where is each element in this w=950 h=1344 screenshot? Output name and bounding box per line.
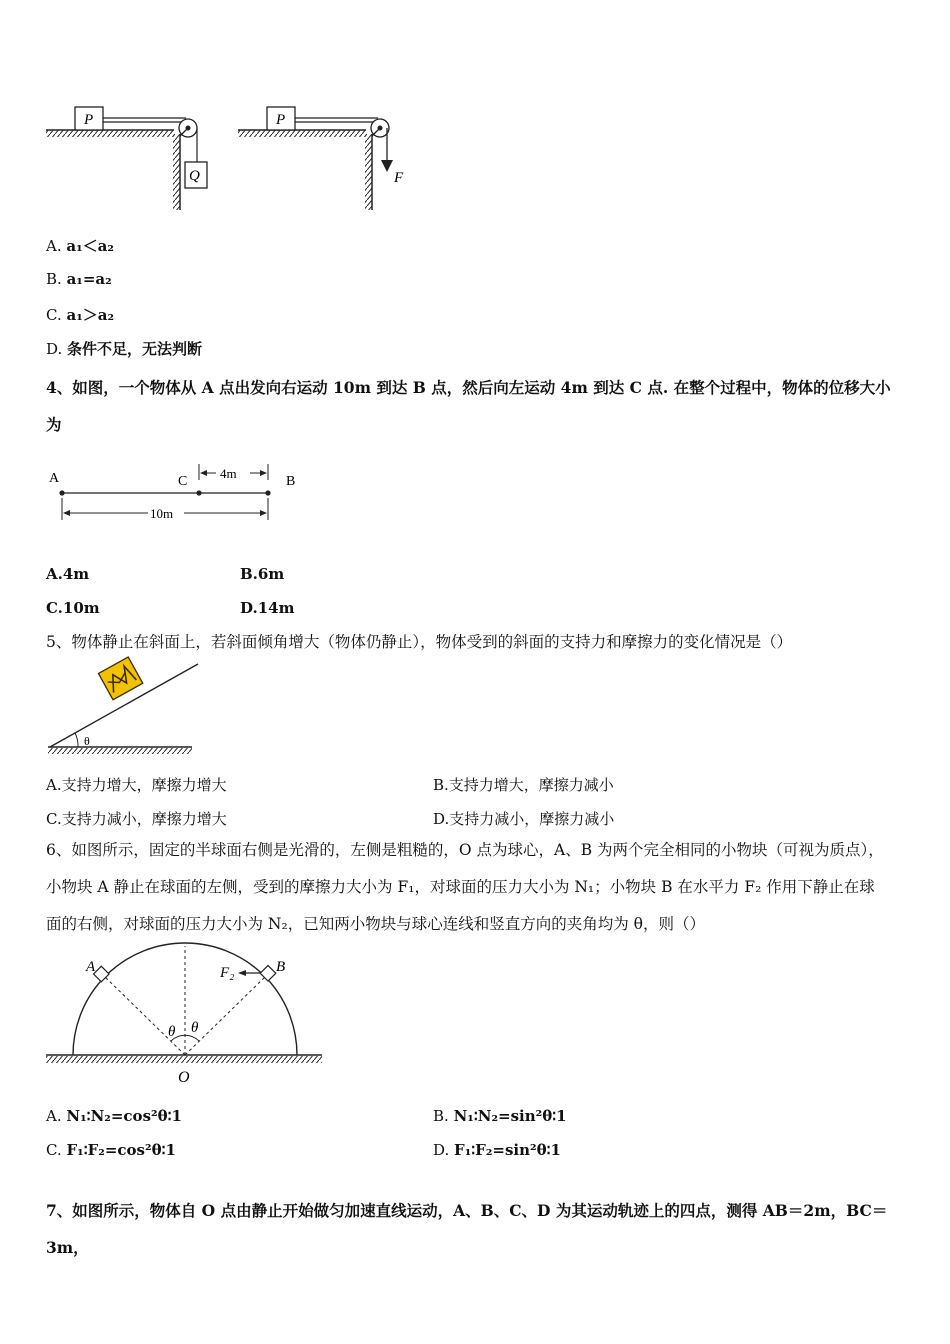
- option-text: a₁＜a₂: [66, 237, 114, 255]
- option-a[interactable]: [46, 1107, 182, 1125]
- option-text: N₁∶N₂=cos²θ∶1: [66, 1107, 182, 1125]
- option-letter: D.: [433, 810, 450, 828]
- point-c-label: C: [178, 474, 188, 489]
- label-b: B: [276, 959, 286, 975]
- option-text: N₁∶N₂=sin²θ∶1: [453, 1107, 567, 1125]
- option-letter: A.: [46, 1107, 62, 1125]
- option-text: 支持力增大，摩擦力减小: [448, 776, 614, 794]
- option-text: 条件不足，无法判断: [67, 340, 203, 358]
- force-label: F: [394, 170, 404, 186]
- incline-figure: [44, 662, 196, 758]
- block-q-label: Q: [189, 168, 200, 184]
- point-a-label: A: [49, 471, 60, 486]
- block-a: [94, 966, 110, 982]
- stem-line: 6、如图所示，固定的半球面右侧是光滑的，左侧是粗糙的，O 点为球心，A、B 为两个完全相同的小物块（可视为质点），: [46, 841, 884, 859]
- option-letter: A.: [46, 237, 62, 255]
- option-a[interactable]: A.4m: [46, 565, 90, 583]
- block-p-label: P: [276, 112, 286, 128]
- hemisphere-figure: [44, 946, 326, 1088]
- option-text: F₁∶F₂=cos²θ∶1: [66, 1141, 176, 1159]
- option-text: F₁∶F₂=sin²θ∶1: [454, 1141, 561, 1159]
- option-text: 支持力减小，摩擦力减小: [449, 810, 615, 828]
- option-letter: D.: [46, 340, 63, 358]
- dimension-10m: 10m: [150, 506, 174, 521]
- option-b[interactable]: B.6m: [240, 565, 285, 583]
- option-letter: D.: [433, 1141, 450, 1159]
- option-b[interactable]: [46, 270, 112, 288]
- stem-line: 面的右侧，对球面的压力大小为 N₂，已知两小物块与球心连线和竖直方向的夹角均为 θ，则（）: [46, 915, 705, 933]
- option-letter: B.: [433, 776, 449, 794]
- displacement-figure: [44, 462, 306, 528]
- option-c[interactable]: [46, 808, 227, 829]
- stem-line: 为: [46, 415, 62, 434]
- theta-left: θ: [168, 1024, 176, 1040]
- pulley-figure-q: [40, 98, 220, 216]
- option-text: a₁＞a₂: [66, 306, 115, 324]
- option-d[interactable]: D.14m: [240, 599, 295, 617]
- option-a[interactable]: [46, 235, 114, 256]
- option-text: a₁=a₂: [66, 270, 112, 288]
- option-text: 支持力增大，摩擦力增大: [61, 776, 227, 794]
- option-letter: C.: [46, 1141, 62, 1159]
- stem-line: 小物块 A 静止在球面的左侧，受到的摩擦力大小为 F₁，对球面的压力大小为 N₁；小物块 B 在水平力 F₂ 作用下静止在球: [46, 878, 875, 896]
- option-b[interactable]: [433, 1107, 567, 1125]
- angle-label: θ: [84, 734, 90, 748]
- theta-right: θ: [191, 1020, 199, 1036]
- block-on-incline: [98, 657, 142, 700]
- option-c[interactable]: C.10m: [46, 599, 100, 617]
- option-letter: C.: [46, 306, 62, 324]
- option-d[interactable]: [46, 338, 202, 359]
- option-letter: A.: [46, 776, 62, 794]
- question-7-stem: 7、如图所示，物体自 O 点由静止开始做匀加速直线运动，A、B、C、D 为其运动轨迹上的四点，测得 AB＝2m，BC＝3m，: [46, 1201, 888, 1257]
- stem-line: 4、如图，一个物体从 A 点出发向右运动 10m 到达 B 点，然后向左运动 4m 到达 C 点. 在整个过程中，物体的位移大小: [46, 378, 891, 397]
- question-6-stem: [46, 832, 908, 943]
- question-4-stem: [46, 369, 908, 443]
- dimension-4m: 4m: [220, 466, 237, 481]
- block-p-label: P: [84, 112, 94, 128]
- option-letter: C.: [46, 810, 62, 828]
- option-text: 支持力减小，摩擦力增大: [61, 810, 227, 828]
- option-letter: B.: [46, 270, 62, 288]
- label-f2: F₂: [220, 965, 235, 981]
- option-c[interactable]: [46, 304, 114, 325]
- label-o: O: [178, 1069, 190, 1086]
- option-b[interactable]: [433, 774, 614, 795]
- option-d[interactable]: [433, 1141, 561, 1159]
- option-a[interactable]: [46, 774, 227, 795]
- question-5-stem: 5、物体静止在斜面上，若斜面倾角增大（物体仍静止），物体受到的斜面的支持力和摩擦力的变化情况是（）: [46, 633, 793, 651]
- point-b-label: B: [286, 474, 296, 489]
- option-letter: B.: [433, 1107, 449, 1125]
- label-a: A: [86, 959, 96, 975]
- pulley-figure-f: [232, 98, 412, 216]
- option-c[interactable]: [46, 1141, 176, 1159]
- option-d[interactable]: [433, 808, 614, 829]
